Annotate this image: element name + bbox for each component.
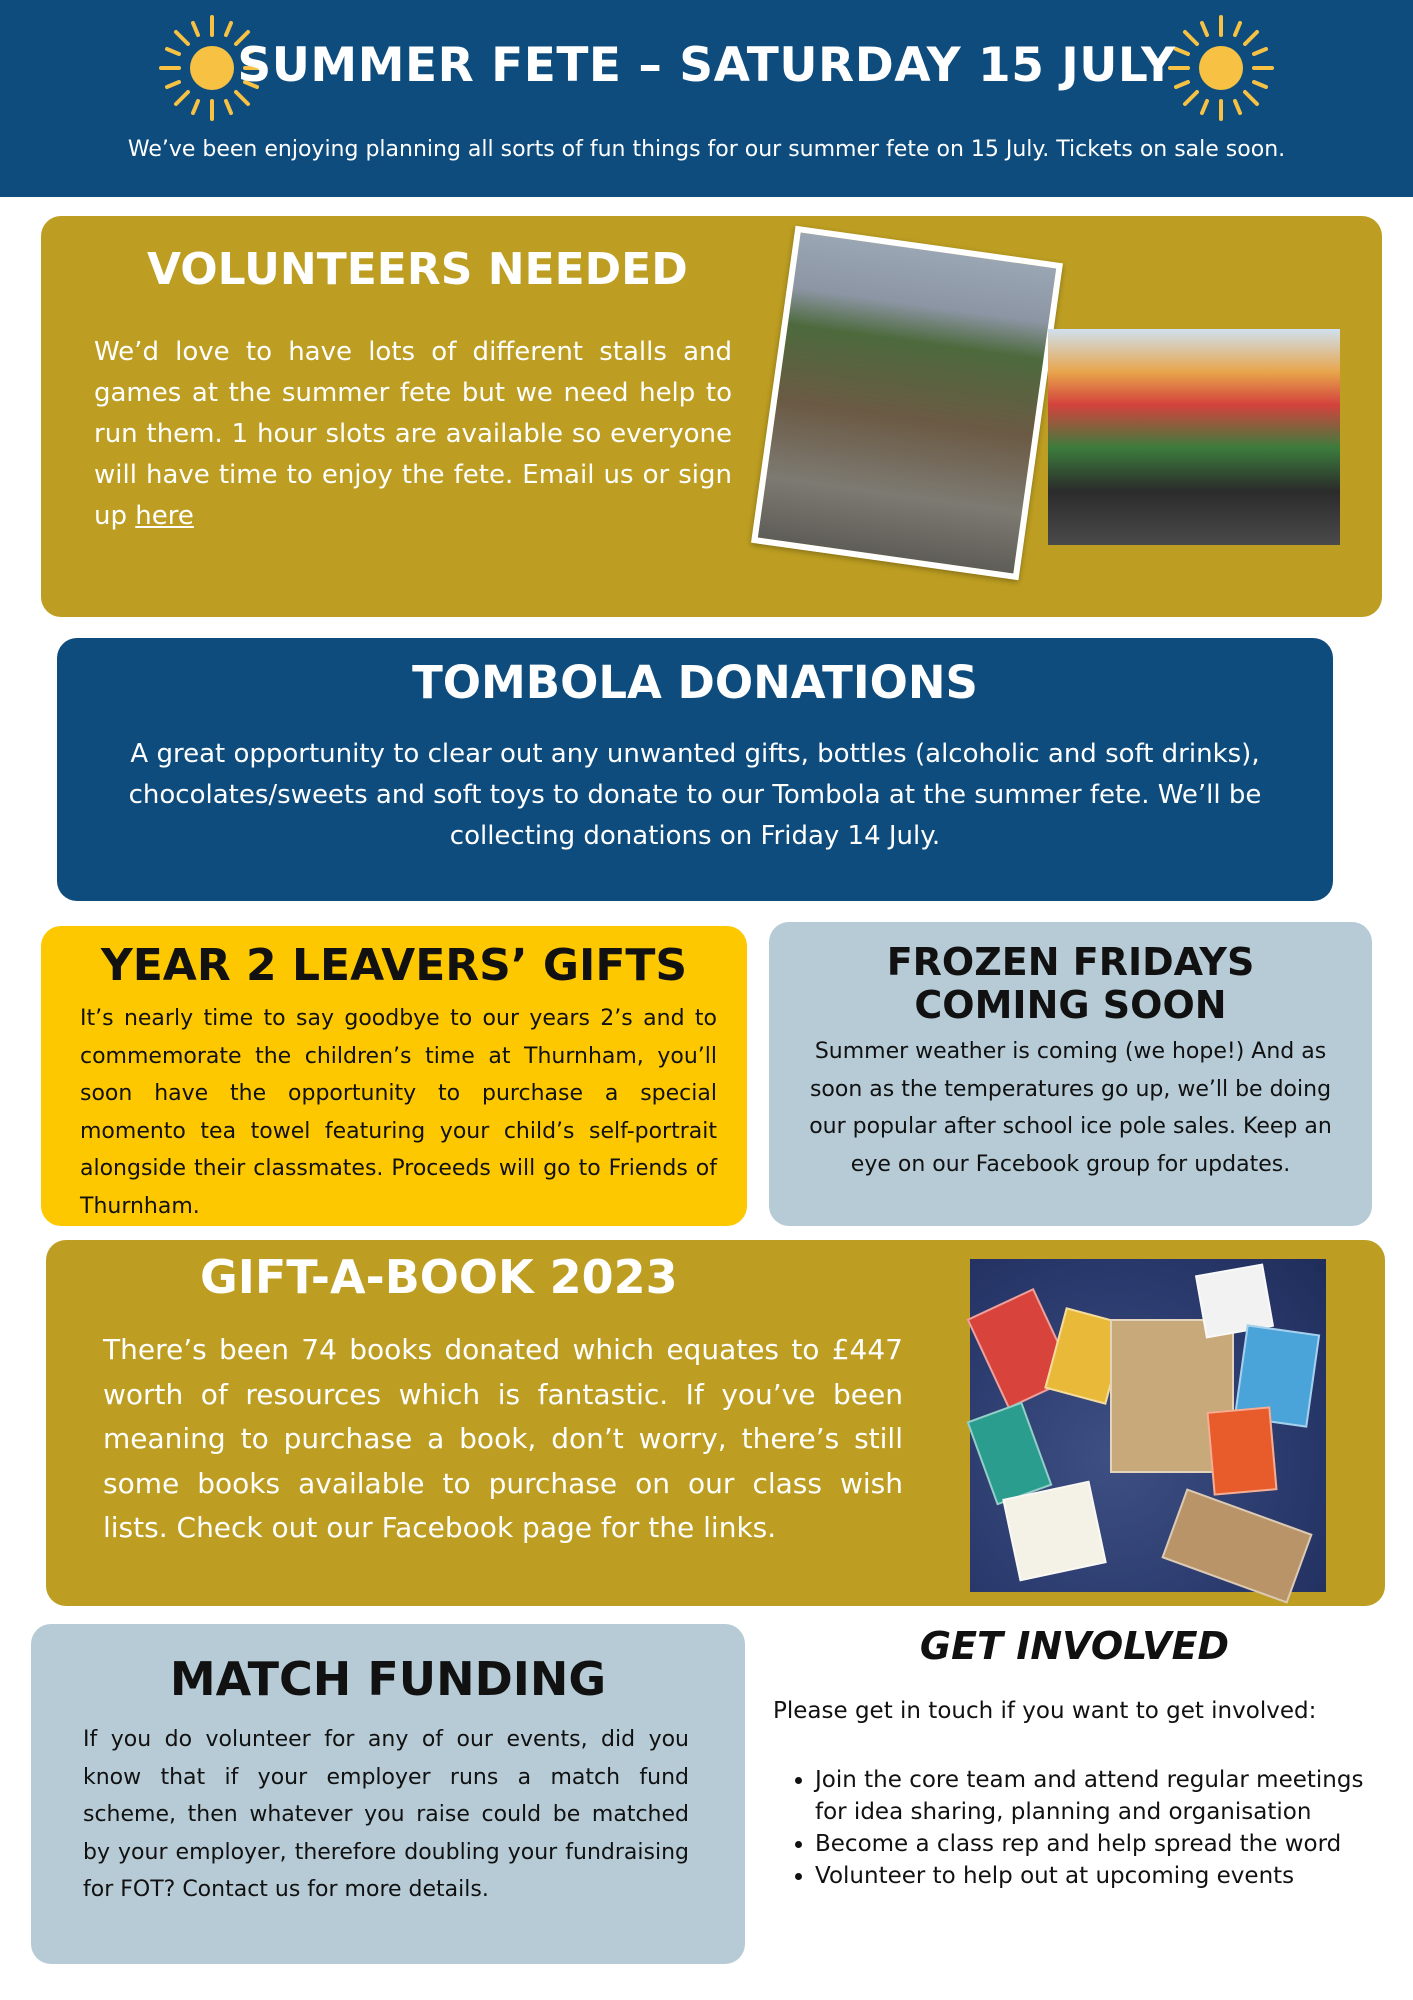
list-item: • Become a class rep and help spread the word bbox=[815, 1828, 1381, 1860]
book-image bbox=[967, 1402, 1053, 1506]
frozen-title-line2: COMING SOON bbox=[914, 983, 1227, 1027]
bbq-photo bbox=[1048, 329, 1340, 545]
books-photo bbox=[970, 1259, 1326, 1592]
list-item: • Join the core team and attend regular meetings for idea sharing, planning and organisation bbox=[815, 1764, 1381, 1828]
volunteers-text: We’d love to have lots of different stalls and games at the summer fete but we need help to run them. 1 hour slots are available so everyone will have time to enjoy the fete. Email us or sign up bbox=[94, 337, 732, 531]
volunteer-photo bbox=[751, 226, 1063, 580]
gift-a-book-title: GIFT-A-BOOK 2023 bbox=[200, 1250, 678, 1304]
get-involved-list bbox=[781, 1764, 1381, 1892]
get-involved-title: GET INVOLVED bbox=[919, 1624, 1230, 1668]
match-funding-body: If you do volunteer for any of our events, did you know that if your employer runs a match fund scheme, then whatever you raise could be matched by your employer, therefore doubling your fundraising for FOT? Contact us for more details. bbox=[83, 1727, 689, 1902]
tombola-body: A great opportunity to clear out any unwanted gifts, bottles (alcoholic and soft drinks), chocolates/sweets and soft toys to donate to our Tombola at the summer fete. We’ll be collecting donations on Friday 14 July. bbox=[128, 739, 1262, 851]
book-image bbox=[1206, 1406, 1277, 1495]
list-item: • Volunteer to help out at upcoming events bbox=[815, 1860, 1381, 1892]
leavers-title: YEAR 2 LEAVERS’ GIFTS bbox=[100, 940, 688, 991]
volunteers-body bbox=[94, 332, 732, 537]
leavers-body: It’s nearly time to say goodbye to our years 2’s and to commemorate the children’s time at Thurnham, you’ll soon have the opportunity to purchase a special momento tea towel featuring your child’s self-portrait alongside their classmates. Proceeds will go to Friends of Thurnham. bbox=[80, 1006, 717, 1219]
gift-a-book-body: There’s been 74 books donated which equates to £447 worth of resources which is fantastic. If you’ve been meaning to purchase a book, don’t worry, there’s still some books available to purchase on our class wish lists. Check out our Facebook page for the links. bbox=[103, 1333, 903, 1544]
page-subtitle: We’ve been enjoying planning all sorts of fun things for our summer fete on 15 July. Tickets on sale soon. bbox=[127, 137, 1286, 162]
get-involved-intro: Please get in touch if you want to get involved: bbox=[773, 1698, 1317, 1724]
box-image bbox=[1161, 1488, 1312, 1603]
page-title: SUMMER FETE – SATURDAY 15 JULY bbox=[237, 38, 1176, 93]
sign-up-link[interactable]: here bbox=[135, 501, 194, 531]
match-funding-title: MATCH FUNDING bbox=[169, 1652, 607, 1706]
frozen-title-line1: FROZEN FRIDAYS bbox=[886, 940, 1255, 984]
volunteers-title: VOLUNTEERS NEEDED bbox=[147, 244, 688, 295]
frozen-body: Summer weather is coming (we hope!) And as soon as the temperatures go up, we’ll be doing our popular after school ice pole sales. Keep an eye on our Facebook group for updates. bbox=[809, 1039, 1332, 1177]
tombola-title: TOMBOLA DONATIONS bbox=[412, 656, 978, 709]
book-image bbox=[1002, 1481, 1107, 1582]
